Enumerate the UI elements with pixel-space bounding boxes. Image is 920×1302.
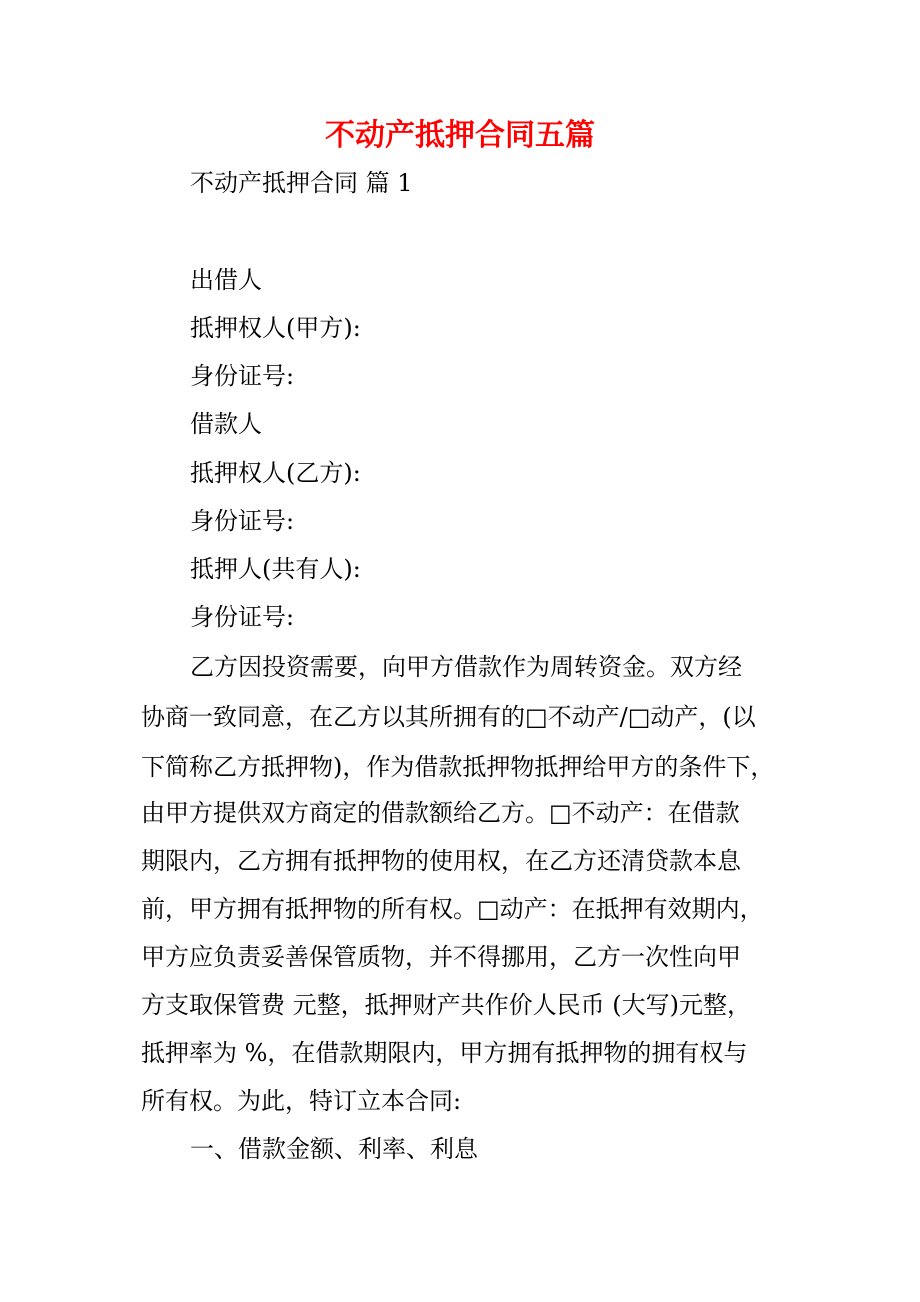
body-line: 乙方因投资需要，向甲方借款作为周转资金。双方经 [190,653,742,681]
party-label-lender: 出借人 [190,266,262,294]
party-label-id-number: 身份证号: [190,362,295,390]
body-line: 抵押率为 %，在借款期限内，甲方拥有抵押物的拥有权与 [141,1039,748,1067]
party-label-mortgagee-a: 抵押权人(甲方): [190,314,361,342]
body-line: 由甲方提供双方商定的借款额给乙方。□不动产：在借款 [141,799,740,827]
section-heading: 一、借款金额、利率、利息 [190,1135,478,1163]
body-line: 下简称乙方抵押物)，作为借款抵押物抵押给甲方的条件下， [141,753,775,781]
party-label-id-number: 身份证号: [190,603,295,631]
party-label-id-number: 身份证号: [190,507,295,535]
body-line: 期限内，乙方拥有抵押物的使用权，在乙方还清贷款本息 [141,847,741,875]
body-line: 所有权。为此，特订立本合同: [141,1087,462,1115]
body-line: 方支取保管费 元整，抵押财产共作价人民币 (大写)元整， [141,991,751,1019]
body-line: 协商一致同意，在乙方以其所拥有的□不动产/□动产，(以 [141,703,756,731]
body-line: 甲方应负责妥善保管质物，并不得挪用，乙方一次性向甲 [141,943,741,971]
party-label-mortgagee-b: 抵押权人(乙方): [190,459,361,487]
document-title: 不动产抵押合同五篇 [325,118,595,153]
party-label-borrower: 借款人 [190,410,262,438]
contract-subtitle: 不动产抵押合同 篇 1 [190,169,413,197]
party-label-co-owner: 抵押人(共有人): [190,555,361,583]
body-line: 前，甲方拥有抵押物的所有权。□动产：在抵押有效期内， [141,895,764,923]
